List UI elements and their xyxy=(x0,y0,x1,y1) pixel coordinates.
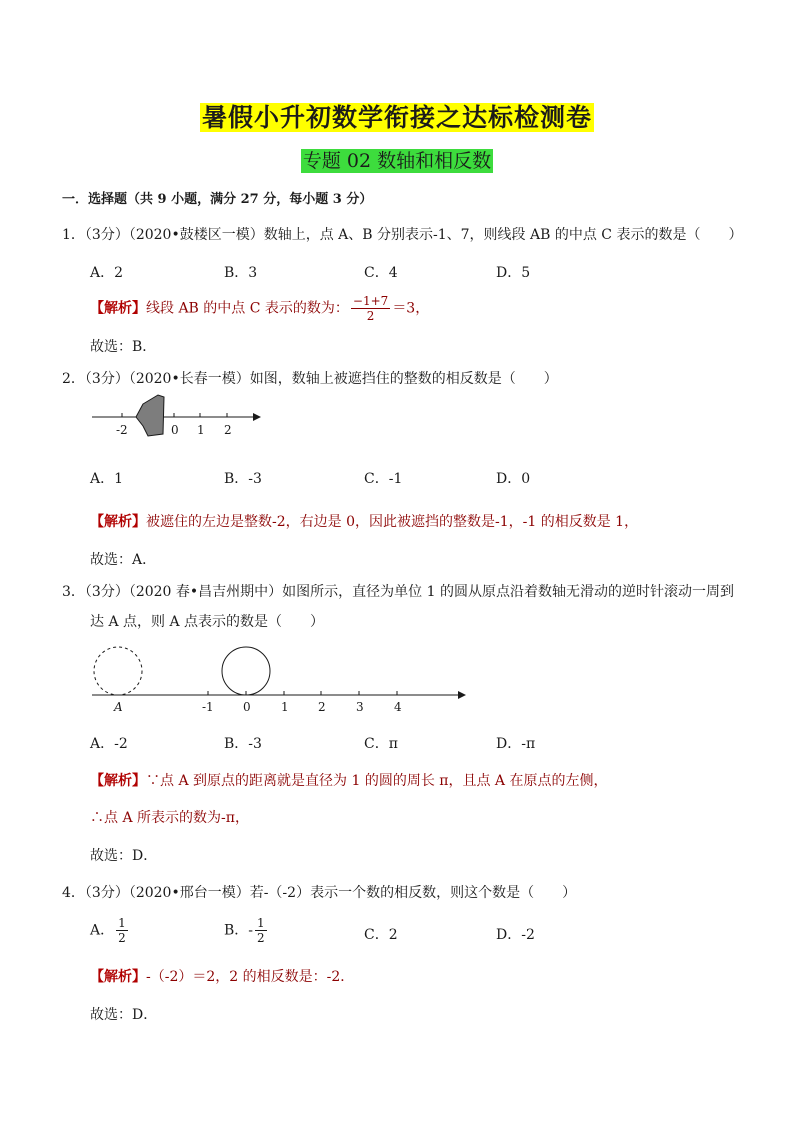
document-subtitle: 专题 02 数轴和相反数 xyxy=(302,150,492,172)
question-3-analysis: 【解析】∵点 A 到原点的距离就是直径为 1 的圆的周长 π，且点 A 在原点的左侧， xyxy=(90,773,608,789)
tick-label: 3 xyxy=(356,700,364,714)
tick-label: 0 xyxy=(243,700,251,714)
question-2-number-line-figure xyxy=(88,392,268,442)
analysis-tag: 【解析】 xyxy=(90,514,146,530)
question-1-analysis: 【解析】线段 AB 的中点 C 表示的数为： $\frac{-1+7}{2}$ ＝3， xyxy=(90,294,430,323)
tick-label: 2 xyxy=(318,700,326,714)
question-1-stem: 1．（3分）（2020•鼓楼区一模）数轴上，点 A、B 分别表示-1、7，则线段 AB 的中点 C 表示的数是（ ） xyxy=(62,227,743,243)
question-1-option-a: A．2 xyxy=(90,265,124,281)
document-title: 暑假小升初数学衔接之达标检测卷 xyxy=(201,103,592,132)
question-3-answer: 故选：D． xyxy=(90,848,158,864)
question-3-analysis-line-2: ∴点 A 所表示的数为-π， xyxy=(90,810,249,826)
question-1-option-d: D．5 xyxy=(496,265,531,281)
question-4-option-c: C．2 xyxy=(364,927,398,943)
question-2-answer: 故选：A． xyxy=(90,552,157,568)
question-1-option-c: C．4 xyxy=(364,265,398,281)
question-4-answer: 故选：D． xyxy=(90,1007,158,1023)
question-2-option-c: C．-1 xyxy=(364,471,403,487)
question-2-option-d: D．0 xyxy=(496,471,531,487)
fraction: $\frac{1}{2}$ xyxy=(118,916,126,945)
solid-circle xyxy=(222,647,270,695)
question-4-analysis: 【解析】-（-2）＝2，2 的相反数是：-2． xyxy=(90,969,355,985)
point-a-label: A xyxy=(114,700,123,714)
question-1-option-b: B．3 xyxy=(224,265,258,281)
tick-label: 2 xyxy=(224,423,232,437)
question-1-answer: 故选：B． xyxy=(90,339,157,355)
question-4-option-d: D．-2 xyxy=(496,927,535,943)
tick-label: -2 xyxy=(116,423,128,437)
tick-label: 0 xyxy=(171,423,179,437)
question-3-rolling-circle-figure xyxy=(88,638,478,716)
question-3-option-d: D．-π xyxy=(496,736,536,752)
tick-label: -1 xyxy=(202,700,214,714)
question-3-option-c: C．π xyxy=(364,736,398,752)
tick-label: 1 xyxy=(281,700,289,714)
tick-label: 4 xyxy=(394,700,402,714)
fraction: $\frac{1}{2}$ xyxy=(257,916,265,945)
analysis-tag: 【解析】 xyxy=(90,773,146,789)
number-line-arrow xyxy=(458,691,466,699)
tick-label: 1 xyxy=(197,423,205,437)
question-2-option-b: B．-3 xyxy=(224,471,262,487)
question-3-stem-line-1: 3．（3分）（2020 春•昌吉州期中）如图所示，直径为单位 1 的圆从原点沿着数轴无滑动的逆时针滚动一周到 xyxy=(62,584,734,600)
fraction: $\frac{-1+7}{2}$ xyxy=(352,294,389,323)
question-3-option-b: B．-3 xyxy=(224,736,262,752)
question-2-stem: 2．（3分）（2020•长春一模）如图，数轴上被遮挡住的整数的相反数是（ ） xyxy=(62,371,558,387)
question-3-option-a: A．-2 xyxy=(90,736,128,752)
question-3-stem-line-2: 达 A 点，则 A 点表示的数是（ ） xyxy=(90,614,325,630)
question-4-stem: 4．（3分）（2020•邢台一模）若-（-2）表示一个数的相反数，则这个数是（ ） xyxy=(62,885,577,901)
analysis-tag: 【解析】 xyxy=(90,300,146,317)
section-heading: 一．选择题（共 9 小题，满分 27 分，每小题 3 分） xyxy=(62,192,373,207)
question-2-option-a: A．1 xyxy=(90,471,124,487)
question-4-option-a: A． $\frac{1}{2}$ xyxy=(90,916,126,945)
blocking-shape xyxy=(136,395,164,436)
question-4-option-b: B．- $\frac{1}{2}$ xyxy=(224,916,265,945)
number-line-arrow xyxy=(253,413,261,421)
analysis-tag: 【解析】 xyxy=(90,969,146,985)
dashed-circle xyxy=(94,647,142,695)
question-2-analysis: 【解析】被遮住的左边是整数-2，右边是 0，因此被遮挡的整数是-1，-1 的相反数是 1， xyxy=(90,514,639,530)
